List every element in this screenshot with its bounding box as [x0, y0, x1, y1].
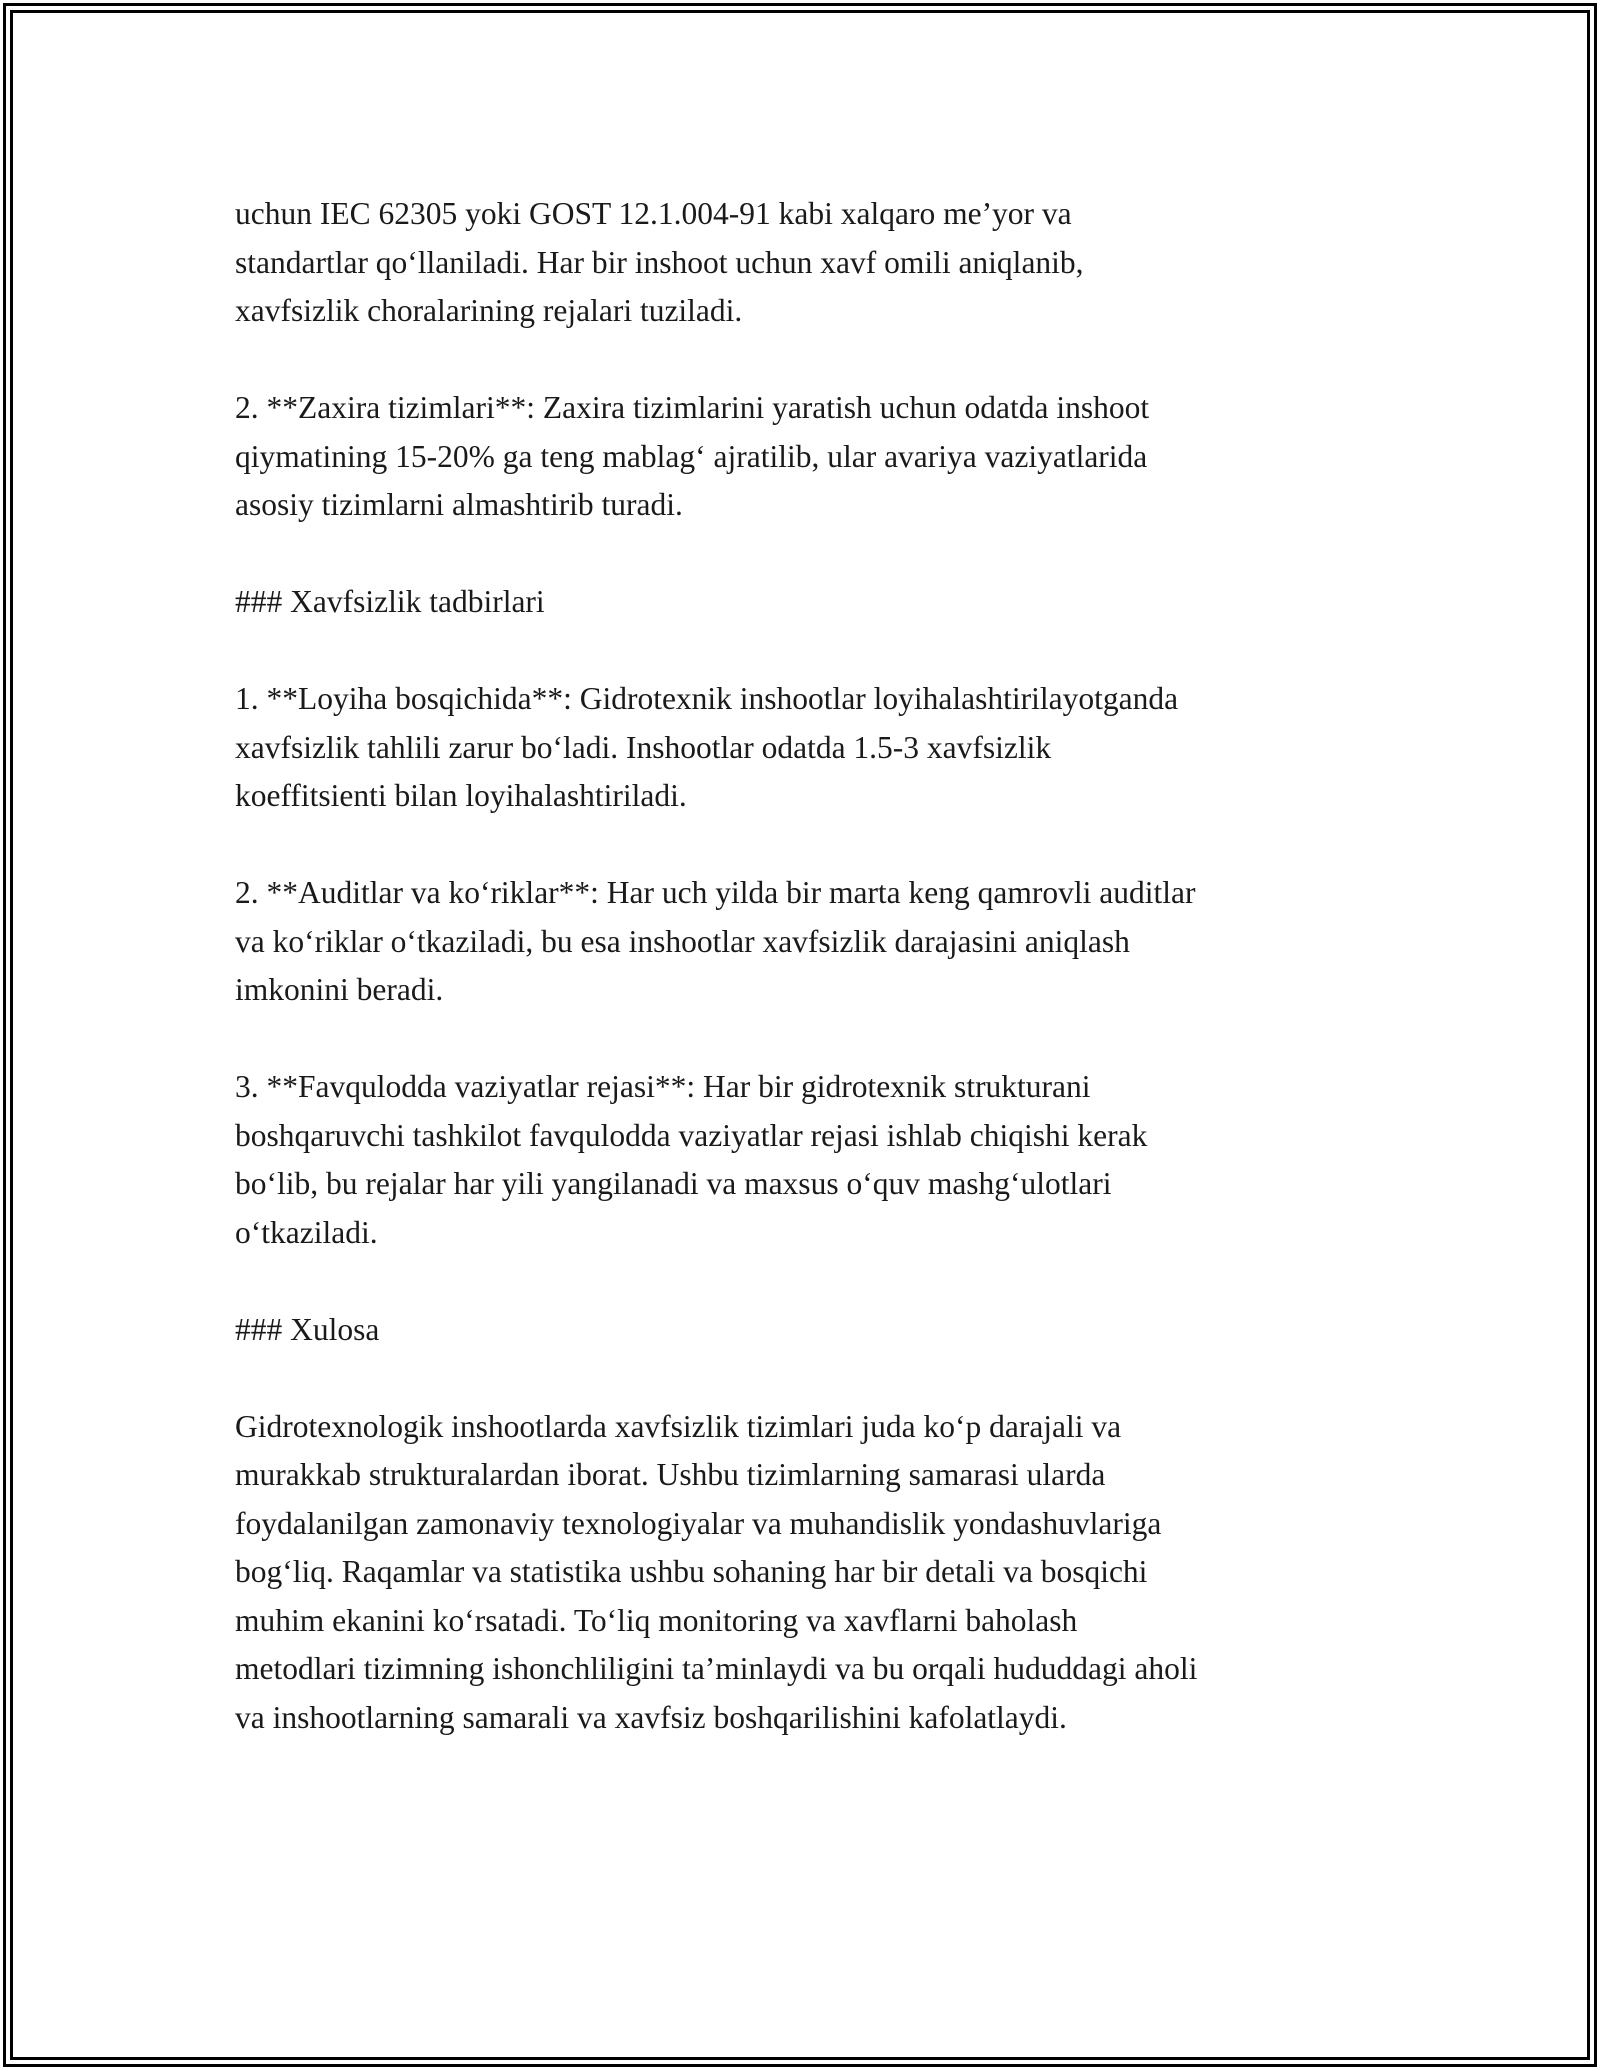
- document-body: [235, 190, 1365, 1791]
- list-item-zaxira-tizimlari: 2. **Zaxira tizimlari**: Zaxira tizimlarini yaratish uchun odatda inshoot qiymatining 15-20% ga teng mablag‘ ajratilib, ular avariya vaziyatlarida asosiy tizimlarni almashtirib turadi.: [235, 390, 1150, 522]
- paragraph-standards: uchun IEC 62305 yoki GOST 12.1.004-91 kabi xalqaro me’yor va standartlar qo‘llaniladi. Har bir inshoot uchun xavf omili aniqlanib, xavfsizlik choralarining rejalari tuziladi.: [235, 196, 1084, 328]
- heading-xavfsizlik-tadbirlari: ### Xavfsizlik tadbirlari: [235, 584, 545, 619]
- list-item-auditlar: 2. **Auditlar va ko‘riklar**: Har uch yilda bir marta keng qamrovli auditlar va ko‘riklar o‘tkaziladi, bu esa inshootlar xavfsizlik darajasini aniqlash imkonini beradi.: [235, 875, 1196, 1007]
- heading-xulosa: ### Xulosa: [235, 1311, 380, 1347]
- list-item-loyiha-bosqichida: 1. **Loyiha bosqichida**: Gidrotexnik inshootlar loyihalashtirilayotganda xavfsizlik tahlili zarur bo‘ladi. Inshootlar odatda 1.5-3 xavfsizlik koeffitsienti bilan loyihalashtiriladi.: [235, 681, 1179, 813]
- paragraph-xulosa: Gidrotexnologik inshootlarda xavfsizlik tizimlari juda ko‘p darajali va murakkab strukturalardan iborat. Ushbu tizimlarning samarasi ularda foydalanilgan zamonaviy texnologiyalar va muhandislik yondashuvlariga bog‘liq. Raqamlar va statistika ushbu sohaning har bir detali va bosqichi muhim ekanini ko‘rsatadi. To‘liq monitoring va xavflarni baholash metodlari tizimning ishonchliligini ta’minlaydi va bu orqali hududdagi aholi va inshootlarning samarali va xavfsiz boshqarilishini kafolatlaydi.: [235, 1408, 1198, 1735]
- list-item-favqulodda-rejasi: 3. **Favqulodda vaziyatlar rejasi**: Har bir gidrotexnik strukturani boshqaruvchi tashkilot favqulodda vaziyatlar rejasi ishlab chiqishi kerak bo‘lib, bu rejalar har yili yangilanadi va maxsus o‘quv mashg‘ulotlari o‘tkaziladi.: [235, 1069, 1148, 1250]
